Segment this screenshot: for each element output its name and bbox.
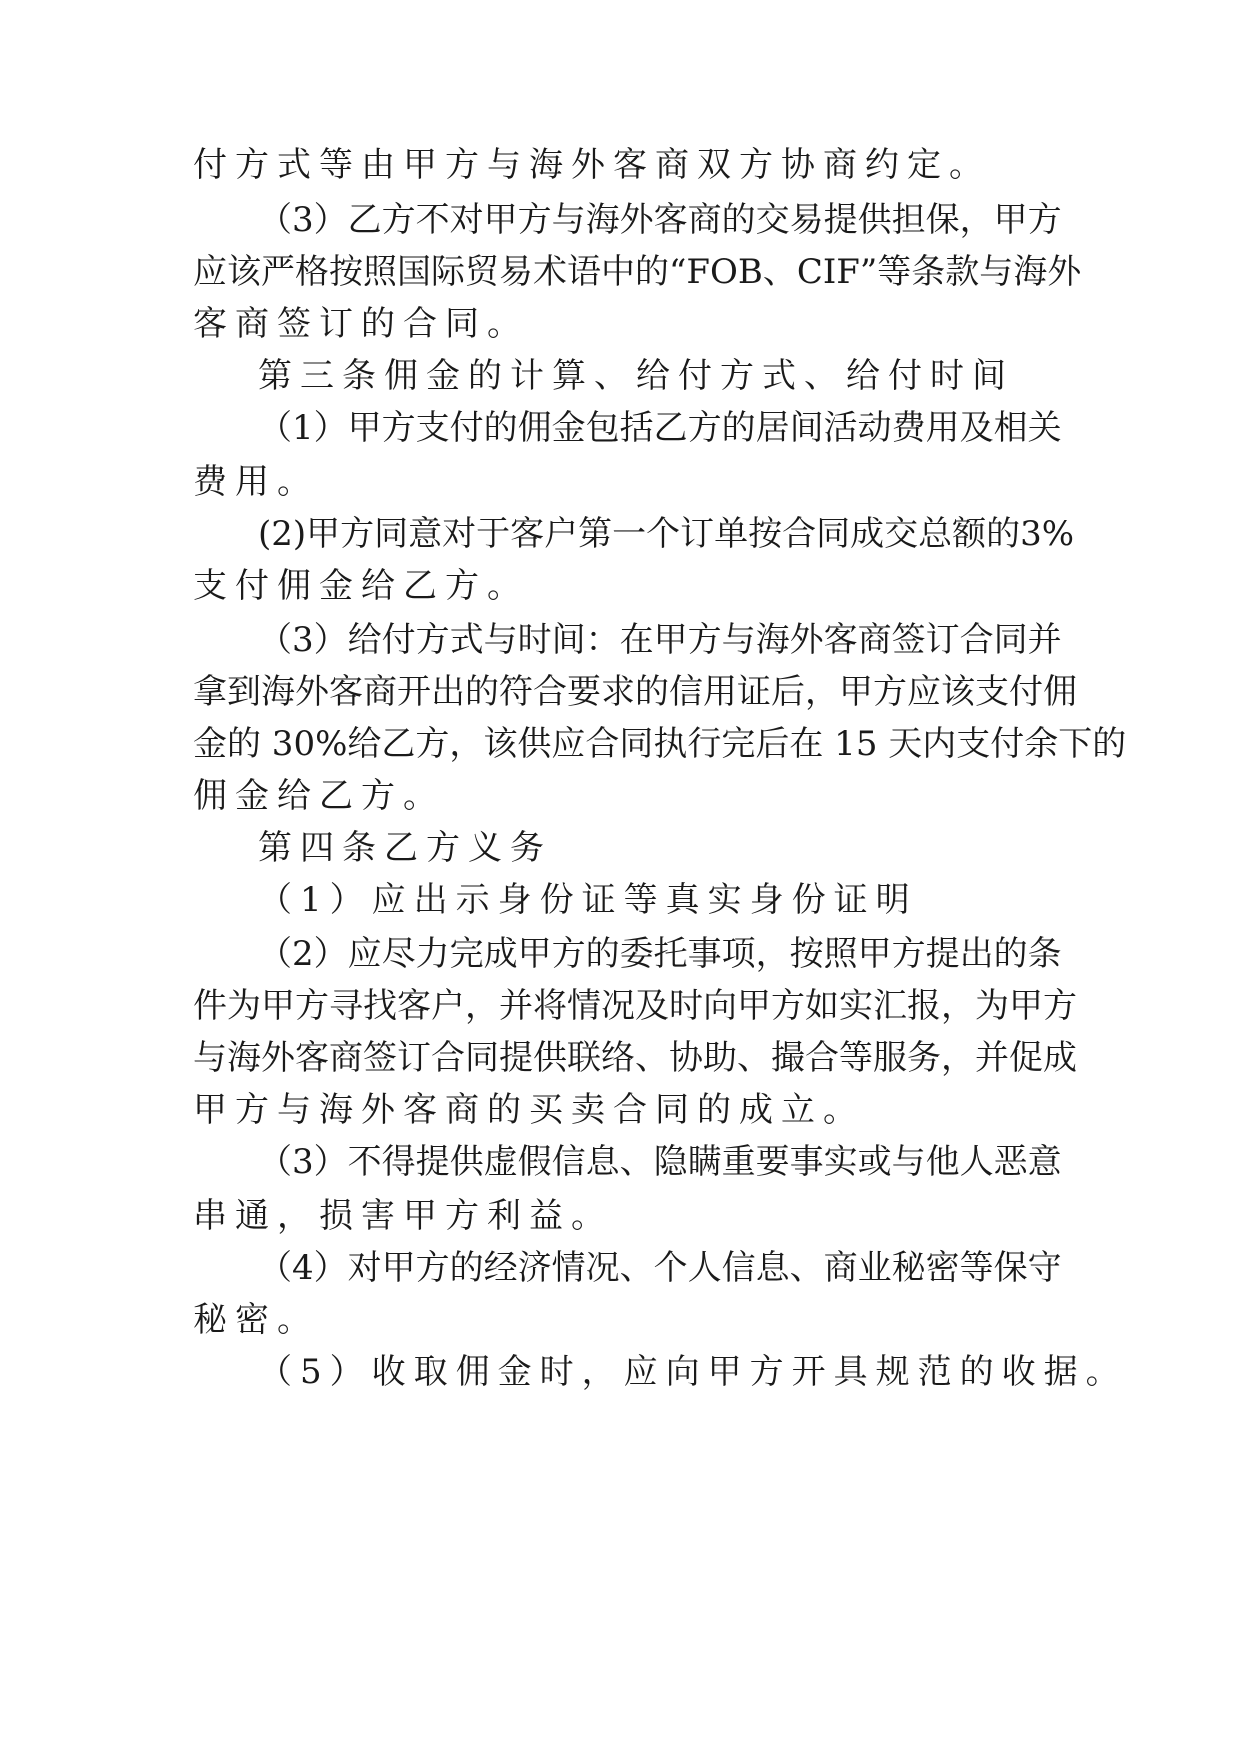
- text-line: 串通，损害甲方利益。: [193, 1196, 613, 1236]
- text-line: （1）甲方支付的佣金包括乙方的居间活动费用及相关: [258, 408, 1062, 448]
- section-heading: 第三条佣金的计算、给付方式、给付时间: [258, 356, 1014, 396]
- section-heading: 第四条乙方义务: [258, 828, 552, 868]
- text-line: （3）乙方不对甲方与海外客商的交易提供担保，甲方: [258, 200, 1062, 240]
- text-line: 支付佣金给乙方。: [193, 566, 529, 606]
- text-line: 与海外客商签订合同提供联络、协助、撮合等服务，并促成: [193, 1038, 1077, 1078]
- text-line: 金的 30%给乙方，该供应合同执行完后在 15 天内支付余下的: [193, 724, 1127, 764]
- text-line: （2）应尽力完成甲方的委托事项，按照甲方提出的条: [258, 934, 1062, 974]
- text-line: 甲方与海外客商的买卖合同的成立。: [193, 1090, 865, 1130]
- text-line: 客商签订的合同。: [193, 304, 529, 344]
- text-line: 付方式等由甲方与海外客商双方协商约定。: [193, 145, 991, 185]
- text-line: 秘密。: [193, 1300, 319, 1340]
- text-line: 件为甲方寻找客户，并将情况及时向甲方如实汇报，为甲方: [193, 986, 1077, 1026]
- text-line: 拿到海外客商开出的符合要求的信用证后，甲方应该支付佣: [193, 672, 1077, 712]
- text-line: （3）不得提供虚假信息、隐瞒重要事实或与他人恶意: [258, 1142, 1062, 1182]
- text-line: 应该严格按照国际贸易术语中的“FOB、CIF”等条款与海外: [193, 252, 1082, 292]
- text-line: 佣金给乙方。: [193, 776, 445, 816]
- text-line: （4）对甲方的经济情况、个人信息、商业秘密等保守: [258, 1248, 1062, 1288]
- text-line: 费用。: [193, 462, 319, 502]
- text-line: (2)甲方同意对于客户第一个订单按合同成交总额的3%: [258, 514, 1075, 554]
- text-line: （1）应出示身份证等真实身份证明: [258, 880, 918, 920]
- text-line: （5）收取佣金时，应向甲方开具规范的收据。: [258, 1352, 1128, 1392]
- text-line: （3）给付方式与时间：在甲方与海外客商签订合同并: [258, 620, 1062, 660]
